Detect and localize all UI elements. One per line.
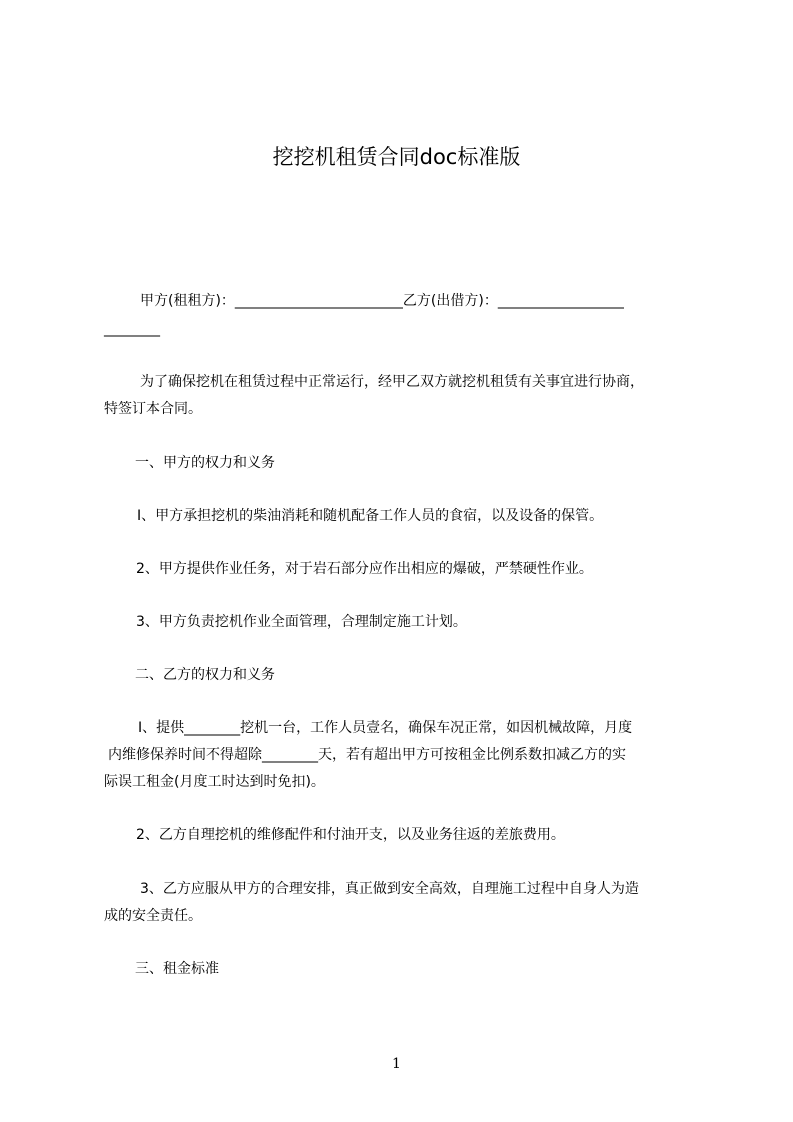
clause-text: 2、乙方自理挖机的维修配件和付油开支，以及业务往返的差旅费用。 xyxy=(136,827,565,843)
section-heading: 二、乙方的权力和义务 xyxy=(135,667,275,683)
clause-text: I、提供________挖机一台，工作人员壹名，确保车况正常，如因机械故障，月度 xyxy=(138,720,633,736)
clause-text: 2、甲方提供作业任务，对于岩石部分应作出相应的爆破，严禁硬性作业。 xyxy=(136,561,593,577)
document-title: 挖挖机租赁合同doc标准版 xyxy=(272,145,521,169)
parties-line: 甲方(租租方)：________________________乙方(出借方)：__________________ xyxy=(140,293,624,309)
clause-text: 3、甲方负责挖机作业全面管理，合理制定施工计划。 xyxy=(136,614,467,630)
page-number: 1 xyxy=(392,1056,401,1072)
intro-paragraph-line: 为了确保挖机在租赁过程中正常运行，经甲乙双方就挖机租赁有关事宜进行协商， xyxy=(140,374,644,390)
clause-text: I、甲方承担挖机的柴油消耗和随机配备工作人员的食宿，以及设备的保管。 xyxy=(137,508,604,524)
section-heading: 三、租金标准 xyxy=(135,961,219,977)
clause-text: 3、乙方应服从甲方的合理安排，真正做到安全高效，自理施工过程中自身人为造 xyxy=(140,881,639,897)
clause-text: 内维修保养时间不得超除________天，若有超出甲方可按租金比例系数扣减乙方的实 xyxy=(108,747,626,763)
section-heading: 一、甲方的权力和义务 xyxy=(135,455,275,471)
intro-paragraph-line: 特签订本合同。 xyxy=(104,401,202,417)
clause-text: 成的安全责任。 xyxy=(104,908,202,924)
parties-line-continued: ________ xyxy=(104,321,160,337)
clause-text: 际误工租金(月度工时达到时免扣)。 xyxy=(104,774,325,790)
